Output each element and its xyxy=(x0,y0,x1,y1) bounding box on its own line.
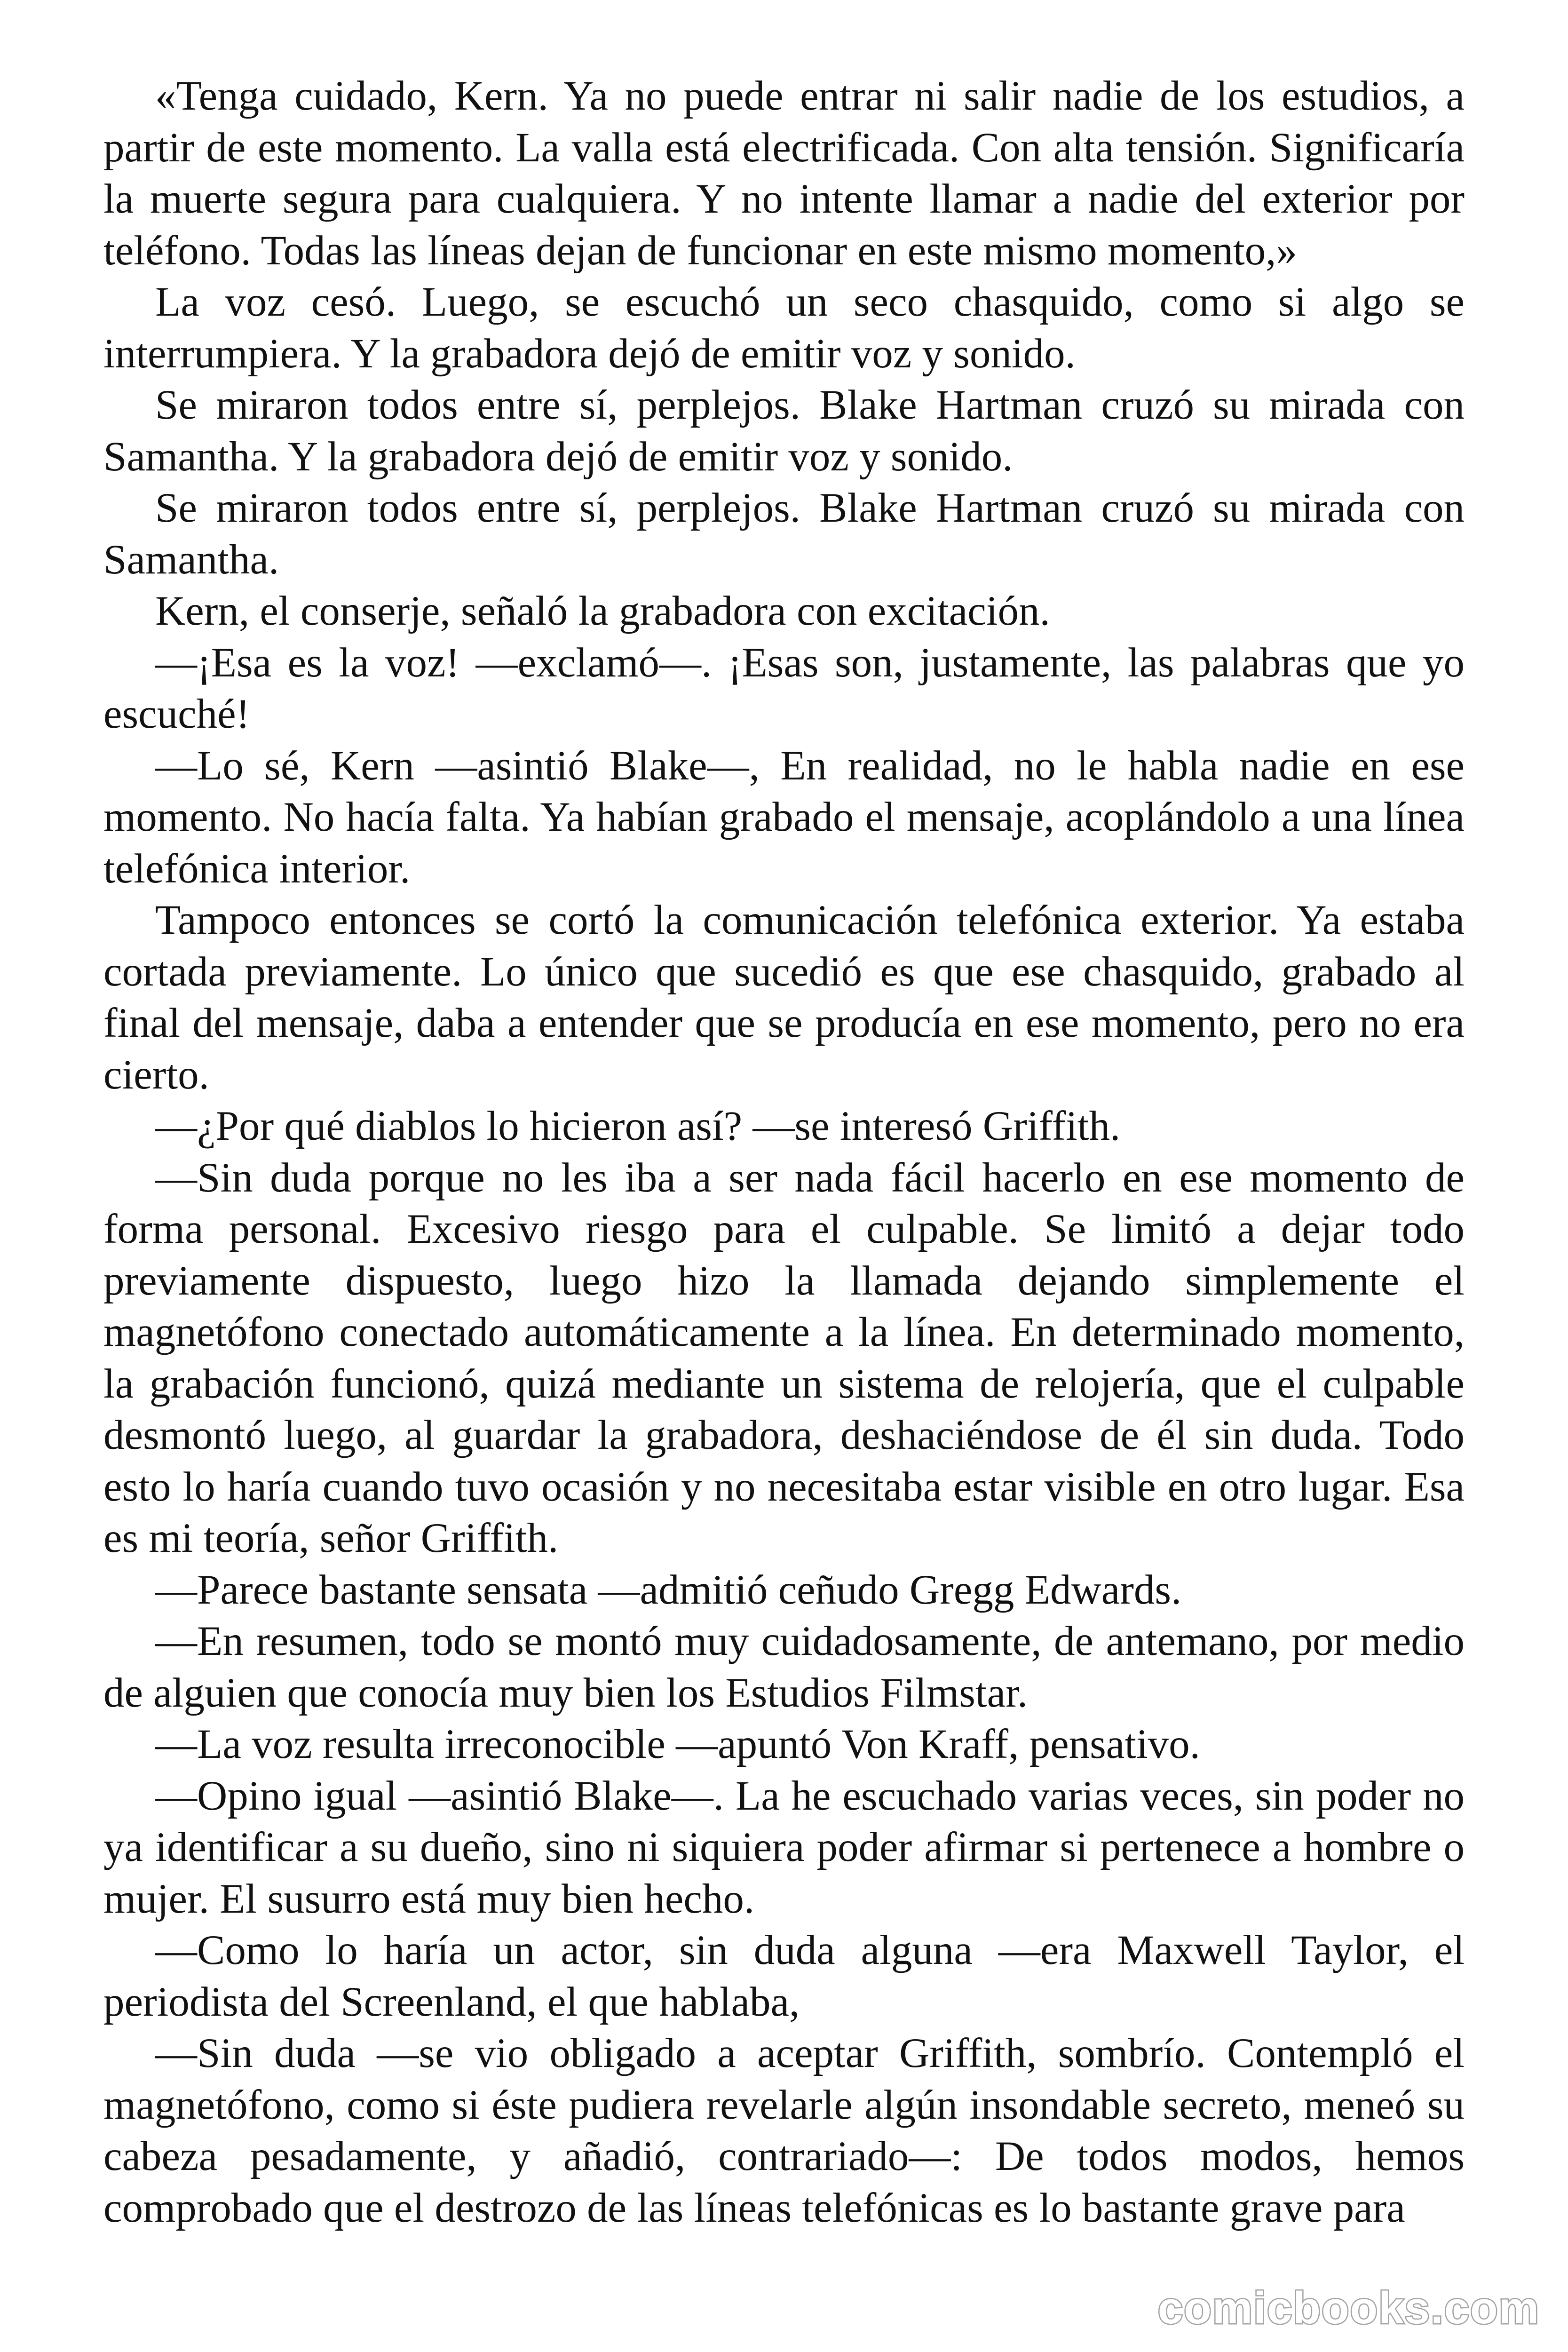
paragraph: —¡Esa es la voz! —exclamó—. ¡Esas son, justamente, las palabras que yo escuché! xyxy=(103,639,1465,737)
paragraph: La voz cesó. Luego, se escuchó un seco chasquido, como si algo se interrumpiera. Y la grabadora dejó de emitir voz y sonido. xyxy=(103,279,1465,377)
book-page-text xyxy=(103,71,1465,2234)
paragraph: Tampoco entonces se cortó la comunicación telefónica exterior. Ya estaba cortada previamente. Lo único que sucedió es que ese chasquido, grabado al final del mensaje, daba a entender que se producía en ese momento, pero no era cierto. xyxy=(103,897,1465,1098)
paragraph: Se miraron todos entre sí, perplejos. Blake Hartman cruzó su mirada con Samantha. Y la grabadora dejó de emitir voz y sonido. xyxy=(103,382,1465,480)
paragraph: Se miraron todos entre sí, perplejos. Blake Hartman cruzó su mirada con Samantha. xyxy=(103,485,1465,583)
paragraph: —Parece bastante sensata —admitió ceñudo Gregg Edwards. xyxy=(155,1566,1182,1613)
paragraph: —En resumen, todo se montó muy cuidadosamente, de antemano, por medio de alguien que conocía muy bien los Estudios Filmstar. xyxy=(103,1618,1465,1716)
paragraph: —Sin duda —se vio obligado a aceptar Griffith, sombrío. Contempló el magnetófono, como si éste pudiera revelarle algún insondable secreto, meneó su cabeza pesadamente, y añadió, contrariado—: De todos modos, hemos comprobado que el destrozo de las líneas telefónicas es lo bastante grave para xyxy=(103,2030,1465,2231)
paragraph: —¿Por qué diablos lo hicieron así? —se interesó Griffith. xyxy=(155,1103,1121,1149)
paragraph: —La voz resulta irreconocible —apuntó Von Kraff, pensativo. xyxy=(155,1721,1200,1767)
paragraph: «Tenga cuidado, Kern. Ya no puede entrar ni salir nadie de los estudios, a partir de este momento. La valla está electrificada. Con alta tensión. Significaría la muerte segura para cualquiera. Y no intente llamar a nadie del exterior por teléfono. Todas las líneas dejan de funcionar en este mismo momento,» xyxy=(103,73,1465,274)
watermark-logo: comicbooks.com xyxy=(1157,2283,1540,2333)
paragraph: —Lo sé, Kern —asintió Blake—, En realidad, no le habla nadie en ese momento. No hacía falta. Ya habían grabado el mensaje, acoplándolo a una línea telefónica interior. xyxy=(103,742,1465,892)
paragraph: —Como lo haría un actor, sin duda alguna —era Maxwell Taylor, el periodista del Screenland, el que hablaba, xyxy=(103,1927,1465,2025)
paragraph: —Opino igual —asintió Blake—. La he escuchado varias veces, sin poder no ya identificar a su dueño, sino ni siquiera poder afirmar si pertenece a hombre o mujer. El susurro está muy bien hecho. xyxy=(103,1772,1465,1922)
paragraph: Kern, el conserje, señaló la grabadora con excitación. xyxy=(155,588,1050,634)
paragraph: —Sin duda porque no les iba a ser nada fácil hacerlo en ese momento de forma personal. Excesivo riesgo para el culpable. Se limitó a dejar todo previamente dispuesto, luego hizo la llamada dejando simplemente el magnetófono conectado automáticamente a la línea. En determinado momento, la grabación funcionó, quizá mediante un sistema de relojería, que el culpable desmontó luego, al guardar la grabadora, deshaciéndose de él sin duda. Todo esto lo haría cuando tuvo ocasión y no necesitaba estar visible en otro lugar. Esa es mi teoría, señor Griffith. xyxy=(103,1154,1465,1561)
